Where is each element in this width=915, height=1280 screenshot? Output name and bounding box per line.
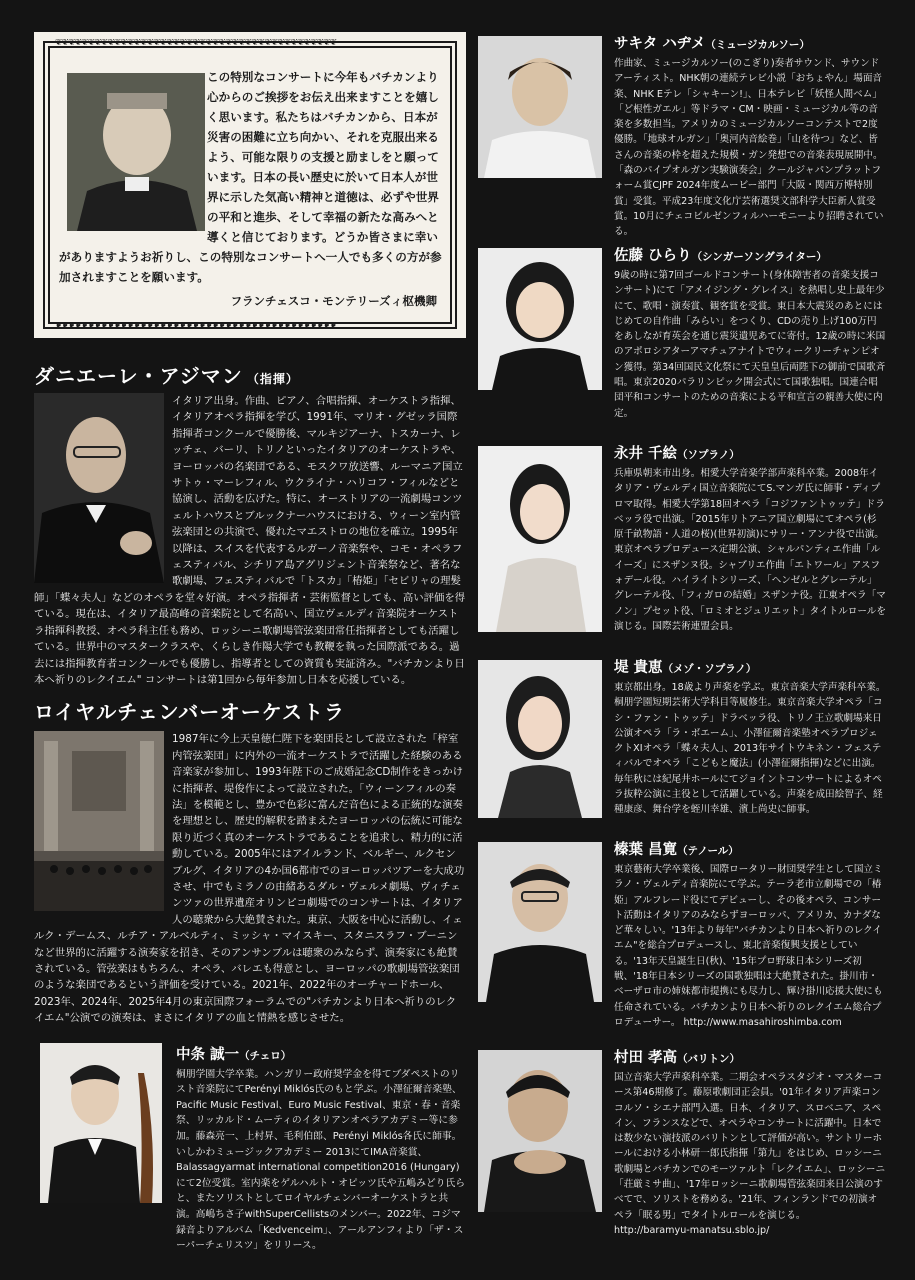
orchestra-bio [34,731,466,1026]
sato-heading [614,244,886,265]
nagai-role: （ソプラノ） [677,449,740,461]
conductor-role: （指揮） [246,372,299,386]
greeting-frame [34,32,466,338]
sakita-photo [478,36,602,178]
sato-photo [478,248,602,390]
frame-ornament-top: ❦❦❦❦❦❦❦❦❦❦❦❦❦❦❦❦❦❦❦❦❦❦❦❦❦❦❦❦❦❦❦❦❦❦❦❦❦❦❦❦❦❦❦ [55,39,337,48]
nagai-name: 永井 千絵 [614,445,678,462]
nagai-heading [614,442,886,463]
sato-name: 佐藤 ひらり [614,247,692,264]
cellist-role: （チェロ） [239,1049,292,1062]
tsutsumi-bio: 東京都出身。18歳より声楽を学ぶ。東京音楽大学声楽科卒業。桐朋学園短期芸術大学科目等履修生。東京音楽大学オペラ「コシ・ファン・トゥッテ」ドラベッラ役、トリノ王立歌劇場来日公演オペラ「ラ・ボエーム」、小澤征爾音楽塾オペラプロジェクトXIオペラ「蝶々夫人」、2013年サイトウキネン・フェスティバルでオペラ「こどもと魔法」(小澤征爾指揮)などに出演。毎年秋には紀尾井ホールにてジョイントコンサートによるオペラ抜粋公演に主役として活躍している。声楽を成田絵智子、経種康彦、舞台学を蛭川幸雄、濱上尚史に師事。 [614,682,886,816]
tsutsumi-heading [614,656,886,677]
orchestra-photo [34,731,164,911]
conductor-bio-text: イタリア出身。作曲、ピアノ、合唱指揮、オーケストラ指揮、イタリアオペラ指揮を学び、1991年、マリオ・グゼッラ国際指揮者コンクールで優勝後、マルキジアーナ、トスカーナ、レッチェ、バーリ、トリノといったイタリアのオーケストラや、ヨーロッパの名楽団である、モスクワ放送響、ルーマニア国立サトゥ・マーレフィル、ウクライナ・ハリコフ・フィルなどと協演し、活動を広げた。特に、オーストリアの一流劇場コンツェルトハウスとブルックナーハウスにおける、ウィーン室内管弦楽団との共演で、優れたマエストロの地位を確立。1995年以降は、スイスを代表するルガーノ音楽祭や、コモ・オペラフェスティバル、シチリア島アグリジェント音楽祭など、著名な歌劇場、フェスティバルで「トスカ」「椿姫」「セビリャの理髪師」「蝶々夫人」などのオペラを堂々好演。オペラ指揮者・芸術監督としても、高い評価を得ている。現在は、イタリア最高峰の音楽院として名高い、国立ヴェルディ音楽院オーケストラ指揮科教授、オペラ科主任も務め、ロッシーニ歌劇場管弦楽団常任指揮者としても活躍している。世界中のマスタークラスや、くらしき作陽大学でも教鞭を執った国際派である。過去には指揮教育者コンクールでも優勝し、指導者としての資質も実証済み。"バチカンより日本へ祈りのレクイエム" コンサートは第1回から毎年参加し日本を応援している。 [34,395,466,686]
cellist-heading [176,1043,466,1064]
tsutsumi-name: 堤 貴恵 [614,659,663,676]
murata-bio [614,1070,886,1238]
tsutsumi-role: （メゾ・ソプラノ） [662,663,757,675]
murata-photo [478,1050,602,1212]
shimba-name: 榛葉 昌寛 [614,841,678,858]
shimba-bio-text: 東京藝術大学卒業後、国際ロータリー財団奨学生として国立ミラノ・ヴェルディ音楽院にて学ぶ。テーラ老市立劇場での「椿姫」アルフレード役にてデビューし、その後オペラ、コンサート活動はイタリアのみならずヨーロッパ、アメリカ、カナダなど華々しい。'13年より毎年"バチカンより日本へ祈りのレクイエム"を総合プロデュースし、東北音楽復興支援としている。'13年天皇誕生日(秋)、'15年プロ野球日本シリーズ初戦、'18年日本シリーズの国歌独唱は大絶賛された。掛川市・ベーザロ市の姉妹都市提携にも尽力し、輝け掛川応援大使にも任命されている。バチカンより日本へ祈りのレクイエム総合プロデューサー。 [614,864,883,1028]
cellist-name: 中条 誠一 [176,1045,240,1063]
conductor-photo [34,393,164,583]
conductor-bio [34,393,466,688]
cellist-bio: 桐朋学園大学卒業。ハンガリー政府奨学金を得てブダペストのリスト音楽院にてPerényi Miklós氏のもと学ぶ。小澤征爾音楽塾、Pacific Music Festival、Euro Music Festival、東京・春・音楽祭、リッカルド・ムーティのイタリアンオペラアカデミー等に参加。藤森亮一、上村昇、毛利伯郎、Perényi Miklós各氏に師事。いしかわミュージックアカデミー 2013にてIMA音楽賞、Balassagyarmat international competition2016 (Hungary)にて2位受賞。室内楽をゲルハルト・オピッツ氏や五嶋みどり氏らと、またソリストとしてロイヤルチェンバーオーケストラと共演。高嶋ちさ子withSuperCellistsのメンバー。2022年、コジマ録音よりアルバム「Kedvenceim」、アールアンフィより「ザ・スーパーチェリスツ」をリリース。 [176,1068,466,1252]
greeting-body: この特別なコンサートに今年もバチカンより心からのご挨拶をお伝え出来ますことを嬉しく思います。私たちはバチカンから、日本が災害の困難に立ち向かい、それを克服出来るよう、可能な限りの支援と励ましをと願っています。日本の長い歴史に於いて日本人が世界に示した気高い精神と道徳は、必ずや世界の平和と進歩、そして幸福の新たな高みへと導くと信じております。どうか皆さまに幸いがありますようお祈りし、この特別なコンサートへ一人でも多くの方が参加されますことを願います。 [59,70,442,284]
shimba-heading [614,838,886,859]
frame-ornament-bottom: ❦❦❦❦❦❦❦❦❦❦❦❦❦❦❦❦❦❦❦❦❦❦❦❦❦❦❦❦❦❦❦❦❦❦❦❦❦❦❦❦❦❦❦ [55,322,337,331]
shimba-url[interactable]: http://www.masahiroshimba.com [683,1016,842,1028]
sato-role: （シンガーソングライター） [691,251,827,263]
conductor-heading [34,360,466,389]
sakita-role: （ミュージカルソー） [705,39,810,51]
greeting-signature: フランチェスコ・モンテリーズィ枢機卿 [230,294,437,308]
shimba-role: （テノール） [677,845,739,857]
sakita-name: サキタ ハヂメ [614,35,706,52]
orchestra-bio-text: 1987年に今上天皇徳仁陛下を楽団長として設立された「梓室内管弦楽団」に内外の一流オーケストラで活躍した経験のある音楽家が参加し、1993年陛下のご成婚記念CD制作をきっかけに指揮者、堤俊作によって設立された。「ウィーンフィルの奏法」を模範とし、豊かで色彩に富んだ音色による正統的な演奏を理想とし、歴史的解釈を踏まえたヨーロッパの伝統に可能な限り近づく真のオーケストラであることを追求し、精力的に活動している。2005年にはアイルランド、ベルギー、ルクセンブルグ、イタリアの4か国6都市でのヨーロッパツアーを大成功させ、中でもミラノの由緒あるダル・ヴェルメ劇場、ヴィチェンツァの世界遺産オリンピコ劇場でのコンサートは、イタリア人の聴衆から大絶賛された。東京、大阪を中心に活動し、イェルク・デームス、ルチア・アルベルティ、ミッシャ・マイスキー、スタニスラフ・ブーニンなど世界的に活躍する演奏家を招き、そのアンサンブルは聴衆のみならず、演奏家にも絶賛されている。管弦楽はもちろん、オペラ、バレエも得意とし、ヨーロッパの歌劇場管弦楽団のような楽団であるという評価を受けている。2021年、2022年のオーチャードホール、2023年、2024年、2025年4月の東京国際フォーラムでの"バチカンより日本へ祈りのレクイエム"公演での演奏は、まさにイタリアの血と情熱を感じさせた。 [34,733,465,1025]
cellist-section [34,1043,466,1254]
sakita-bio: 作曲家、ミュージカルソー(のこぎり)奏者サウンド、サウンドアーティスト。NHK朝の連続テレビ小説「おちょやん」場面音楽、NHK Eテレ「シャキーン!」、日本テレビ「妖怪人間ベム」「ど根性ガエル」等ドラマ・CM・映画・ミュージカル等の音楽を多数担当。アメリカのミュージカルソーコンテストで2度優勝。「地球オルガン」「奥河内音絵巻」「山を待つ」など、皆さんの音楽の枠を超えた規模・ガン発想での音楽表現展開中。「森のパイプオルガン実験演奏会」クールジャパンプラットフォーム賞CJPF 2024年度ムービー部門「大阪・関西万博特別賞」受賞。平成23年度文化庁芸術選奨文部科学大臣新人賞受賞。10月にチェコビルゼンフィルハーモニーより招聘されている。 [614,58,884,238]
left-column [34,32,466,1254]
sato-bio: 9歳の時に第7回ゴールドコンサート(身体障害者の音楽支援コンサート)にて「アメイジング・グレイス」を熱唱し史上最年少にて、歌唱・演奏賞、観客賞を受賞。東日本大震災のあとにはじめての自作曲「みらい」をつくり、CDの売り上げ100万円をあしなが育英会を通じ震災遺児あてに寄付。12歳の時に米国のアポロシアターアマチュアナイトでウィークリーチャンピオン獲得。第34回国民文化祭にて天皇皇后両陛下の御前で国歌斉唱。東京2020パラリンピック開会式にて国歌独唱。国連合唱団平和コンサートのための音楽による平和宣言の親善大使に内定。 [614,270,886,419]
murata-name: 村田 孝高 [614,1049,678,1066]
cellist-photo [40,1043,162,1203]
shimba-photo [478,842,602,1002]
conductor-name: ダニエーレ・アジマン [34,364,243,388]
greeting-text [59,67,443,287]
nagai-photo [478,446,602,632]
murata-url[interactable]: http://baramyu-manatsu.sblo.jp/ [614,1224,770,1236]
murata-heading [614,1046,886,1067]
nagai-bio: 兵庫県朝来市出身。相愛大学音楽学部声楽科卒業。2008年イタリア・ヴェルディ国立音楽院にてS.マンガ氏に師事・ディプロマ取得。相愛大学第18回オペラ「コジファントゥッテ」ドラベッラ役で出演。「2015年リトアニア国立劇場にてオペラ(杉原千畝物語・人道の桜)(世界初演)にサリー・アンナ役で出演。東京オペラプロデュース定期公演、シャルパンティエ作曲「ルイーズ」にスザンヌ役。シャブリエ作曲「エトワール」アスフォデール役。ハイライトシリーズ、「ヘンゼルとグレーテル」グレーテル役、「フィガロの結婚」スザンナ役。江東オペラ「マノン」プセット役、「ロミオとジュリエット」タイトルロールを演じる。国際芸術連盟会員。 [614,468,886,632]
tsutsumi-photo [478,660,602,818]
murata-role: （バリトン） [677,1053,741,1065]
orchestra-heading: ロイヤルチェンバーオーケストラ [34,700,345,725]
murata-bio-text: 国立音楽大学声楽科卒業。二期会オペラスタジオ・マスターコース第46期修了。藤原歌劇団正会員。'01年イタリア声楽コンコルソ・シエナ部門入選。日本、イタリア、スロベニア、スペイン、フランスなどで、オペラやコンサートに活躍中。日本では数少ない演技派のバリトンとして評価が高い。サントリーホールにおける小林研一郎氏指揮「第九」をはじめ、ロッシーニ歌劇場とバチカンでのモーツァルト「レクイエム」、ロッシーニ「荘厳ミサ曲」、'17年ロッシーニ歌劇場管弦楽団来日公演のすべてで、ソリストを務める。'21年、フィンランドでの初演オペラ「眠る男」でタイトルロールを演じる。 [614,1072,886,1221]
shimba-bio [614,862,886,1030]
sakita-heading [614,32,886,53]
